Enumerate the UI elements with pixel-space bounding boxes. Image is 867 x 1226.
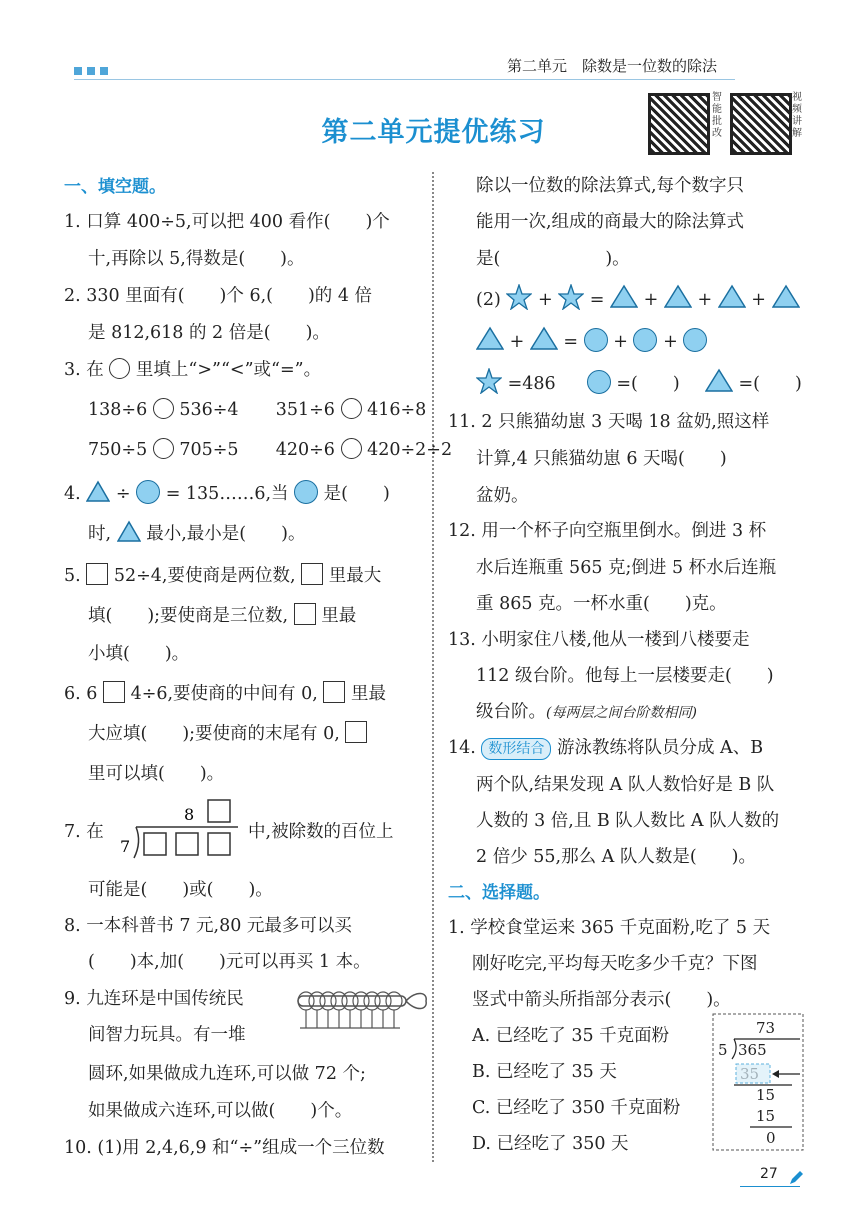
circle-icon bbox=[587, 370, 611, 394]
circle-icon bbox=[584, 328, 608, 352]
q3-expr: 536÷4 bbox=[179, 400, 239, 420]
triangle-icon bbox=[705, 368, 733, 392]
q7-quotient-digit: 8 bbox=[184, 805, 195, 824]
q10-line3: 能用一次,组成的商最大的除法算式 bbox=[476, 212, 745, 232]
topic-badge: 数形结合 bbox=[481, 738, 551, 760]
q2-line1: 2. 330 里面有( )个 6,( )的 4 倍 bbox=[64, 286, 373, 306]
q3-expr: 705÷5 bbox=[179, 440, 239, 460]
q4-op: ÷ bbox=[115, 484, 131, 504]
q3-row1 bbox=[88, 398, 426, 420]
q3-expr: 351÷6 bbox=[275, 400, 335, 420]
q7-dividend-box bbox=[144, 833, 166, 855]
header-title: 第二单元 除数是一位数的除法 bbox=[506, 57, 717, 75]
q7-dividend-box bbox=[208, 833, 230, 855]
q3-post: 里填上“>”“<”或“=”。 bbox=[135, 360, 322, 380]
page-title: 第二单元提优练习 bbox=[321, 117, 546, 148]
qr-code-video[interactable] bbox=[730, 93, 792, 155]
triangle-icon bbox=[772, 284, 800, 308]
circle-icon bbox=[136, 480, 160, 504]
q6-line2 bbox=[88, 720, 367, 745]
q13-note: (每两层之间台阶数相同) bbox=[546, 705, 697, 721]
blank-square-icon bbox=[301, 563, 323, 585]
q10-line4: 是( )。 bbox=[476, 249, 630, 269]
q3-expr: 416÷8 bbox=[367, 400, 427, 420]
q11-line1: 11. 2 只熊猫幼崽 3 天喝 18 盆奶,照这样 bbox=[448, 412, 770, 432]
q4-text: = 135……6,当 bbox=[165, 484, 289, 504]
circle-icon bbox=[294, 480, 318, 504]
header-rule bbox=[74, 79, 735, 80]
q4-text: 时, bbox=[88, 524, 112, 544]
page-number-rule bbox=[740, 1186, 800, 1187]
circle-icon bbox=[633, 328, 657, 352]
q5-text: 填( );要使商是三位数, bbox=[88, 606, 289, 626]
q12-line2: 水后连瓶重 565 克;倒进 5 杯水后连瓶 bbox=[476, 558, 777, 578]
q6-line3: 里可以填( )。 bbox=[88, 764, 225, 784]
star-icon bbox=[476, 368, 502, 394]
q7-line1-post: 中,被除数的百位上 bbox=[248, 822, 394, 842]
q4-text: 最小,最小是( )。 bbox=[146, 524, 306, 544]
triangle-answer-blank: =( ) bbox=[738, 374, 802, 394]
section-multiple-choice: 二、选择题。 bbox=[448, 883, 550, 903]
circle-icon bbox=[683, 328, 707, 352]
q10-line2: 除以一位数的除法算式,每个数字只 bbox=[476, 176, 745, 196]
q3-line1 bbox=[64, 356, 321, 381]
q9-line4: 如果做成六连环,可以做( )个。 bbox=[88, 1101, 353, 1121]
star-icon bbox=[506, 284, 532, 310]
compare-circle-icon[interactable] bbox=[153, 438, 174, 459]
c1-line2: 刚好吃完,平均每天吃多少千克？下图 bbox=[472, 954, 758, 974]
qr-code-grading[interactable] bbox=[648, 93, 710, 155]
blank-circle-icon bbox=[109, 358, 130, 379]
q3-expr: 420÷2÷2 bbox=[367, 440, 453, 460]
blank-square-icon bbox=[345, 721, 367, 743]
q3-pre: 3. 在 bbox=[64, 360, 104, 380]
q7-dividend-box bbox=[176, 833, 198, 855]
q3-expr: 420÷6 bbox=[275, 440, 335, 460]
compare-circle-icon[interactable] bbox=[153, 398, 174, 419]
q9-line1: 9. 九连环是中国传统民 bbox=[64, 989, 244, 1009]
page-number: 27 bbox=[760, 1166, 778, 1182]
q10-shape-answers bbox=[476, 368, 802, 395]
blank-square-icon[interactable] bbox=[86, 563, 108, 585]
blank-square-icon bbox=[294, 603, 316, 625]
q10-shape-eq2: + = + + bbox=[476, 326, 707, 352]
ld-dividend: 365 bbox=[738, 1041, 767, 1059]
q5-text: 里最 bbox=[321, 606, 357, 626]
long-division-figure bbox=[712, 1013, 804, 1151]
q3-row2 bbox=[88, 438, 452, 460]
q7-text: 7. 在 bbox=[64, 822, 104, 842]
q5-text: 里最大 bbox=[328, 566, 382, 586]
q7-long-division bbox=[114, 796, 242, 862]
ld-subtract2: 15 bbox=[756, 1107, 776, 1125]
q7-line2: 可能是( )或( )。 bbox=[88, 880, 273, 900]
c1-line1: 1. 学校食堂运来 365 千克面粉,吃了 5 天 bbox=[448, 918, 771, 938]
q4-line2 bbox=[88, 520, 305, 545]
q12-line1: 12. 用一个杯子向空瓶里倒水。倒进 3 杯 bbox=[448, 521, 767, 541]
q10-shape-eq1: (2) + = + + + bbox=[476, 284, 800, 310]
q6-line1 bbox=[64, 680, 386, 705]
q12-line3: 重 865 克。一杯水重( )克。 bbox=[476, 594, 727, 614]
star-value: =486 bbox=[507, 374, 556, 394]
q10-line1: 10. (1)用 2,4,6,9 和“÷”组成一个三位数 bbox=[64, 1138, 385, 1158]
q5-text: 5. bbox=[64, 566, 81, 586]
option-d[interactable]: D. 已经吃了 350 天 bbox=[472, 1134, 629, 1154]
triangle-icon bbox=[476, 326, 504, 350]
star-icon bbox=[558, 284, 584, 310]
q11-line3: 盆奶。 bbox=[476, 486, 529, 506]
column-divider bbox=[432, 172, 434, 1162]
q6-text: 里最 bbox=[350, 684, 386, 704]
q10-part-label: (2) bbox=[476, 290, 501, 310]
qr-label-grading: 智能批改 bbox=[712, 92, 722, 139]
compare-circle-icon[interactable] bbox=[341, 398, 362, 419]
compare-circle-icon[interactable] bbox=[341, 438, 362, 459]
q6-text: 6. 6 bbox=[64, 684, 98, 704]
q6-text: 大应填( );要使商的末尾有 0, bbox=[88, 724, 340, 744]
q4-text: 是( ) bbox=[323, 484, 390, 504]
q8-line2: ( )本,加( )元可以再买 1 本。 bbox=[88, 952, 371, 972]
triangle-icon bbox=[718, 284, 746, 308]
ld-divisor: 5 bbox=[718, 1041, 728, 1059]
q13-line1: 13. 小明家住八楼,他从一楼到八楼要走 bbox=[448, 630, 750, 650]
q2-line2: 是 812,618 的 2 倍是( )。 bbox=[88, 323, 330, 343]
triangle-icon bbox=[117, 520, 141, 542]
q14-number: 14. bbox=[448, 738, 476, 758]
q14-text: 游泳教练将队员分成 A、B bbox=[557, 738, 764, 758]
q5-line2 bbox=[88, 602, 356, 627]
q13-line3 bbox=[476, 698, 697, 723]
q3-expr: 138÷6 bbox=[88, 400, 148, 420]
q5-line3: 小填( )。 bbox=[88, 644, 190, 664]
q5-text: 52÷4,要使商是两位数, bbox=[113, 566, 296, 586]
triangle-icon bbox=[610, 284, 638, 308]
ld-remainder1: 15 bbox=[756, 1086, 776, 1104]
q1-line1: 1. 口算 400÷5,可以把 400 看作( )个 bbox=[64, 212, 390, 232]
blank-square-icon bbox=[323, 681, 345, 703]
q9-line2: 间智力玩具。有一堆 bbox=[88, 1025, 246, 1045]
q8-line1: 8. 一本科普书 7 元,80 元最多可以买 bbox=[64, 916, 352, 936]
ld-remainder2: 0 bbox=[766, 1129, 776, 1147]
option-b[interactable]: B. 已经吃了 35 天 bbox=[472, 1062, 617, 1082]
triangle-icon bbox=[530, 326, 558, 350]
q4-line1: 4. ÷ = 135……6,当 是( ) bbox=[64, 480, 390, 505]
option-a[interactable]: A. 已经吃了 35 千克面粉 bbox=[472, 1026, 670, 1046]
q5-line1 bbox=[64, 562, 381, 587]
c1-line3: 竖式中箭头所指部分表示( )。 bbox=[472, 990, 731, 1010]
q7-line1 bbox=[64, 818, 104, 843]
q9-line3: 圆环,如果做成九连环,可以做 72 个; bbox=[88, 1064, 366, 1084]
section-fill-blank: 一、填空题。 bbox=[64, 177, 166, 197]
pencil-icon bbox=[788, 1170, 804, 1186]
q7-divisor: 7 bbox=[120, 837, 131, 856]
q13-line2: 112 级台阶。他每上一层楼要走( ) bbox=[476, 666, 774, 686]
q6-text: 4÷6,要使商的中间有 0, bbox=[130, 684, 318, 704]
qr-label-video: 视频讲解 bbox=[792, 92, 802, 139]
blank-square-icon[interactable] bbox=[103, 681, 125, 703]
q11-line2: 计算,4 只熊猫幼崽 6 天喝( ) bbox=[476, 449, 727, 469]
q13-text: 级台阶。 bbox=[476, 702, 546, 722]
q1-line2: 十,再除以 5,得数是( )。 bbox=[88, 249, 305, 269]
q7-quotient-box bbox=[208, 800, 230, 822]
ld-quotient: 73 bbox=[756, 1019, 776, 1037]
q3-expr: 750÷5 bbox=[88, 440, 148, 460]
q14-line3: 人数的 3 倍,且 B 队人数比 A 队人数的 bbox=[476, 811, 780, 831]
circle-answer-blank: =( ) bbox=[616, 374, 680, 394]
option-c[interactable]: C. 已经吃了 350 千克面粉 bbox=[472, 1098, 681, 1118]
nine-linked-rings-illustration bbox=[292, 984, 432, 1038]
q14-line4: 2 倍少 55,那么 A 队人数是( )。 bbox=[476, 847, 757, 867]
header-decoration bbox=[74, 60, 113, 79]
q14-line2: 两个队,结果发现 A 队人数恰好是 B 队 bbox=[476, 775, 775, 795]
triangle-icon bbox=[86, 480, 110, 502]
triangle-icon bbox=[664, 284, 692, 308]
q14-line1 bbox=[448, 734, 763, 760]
